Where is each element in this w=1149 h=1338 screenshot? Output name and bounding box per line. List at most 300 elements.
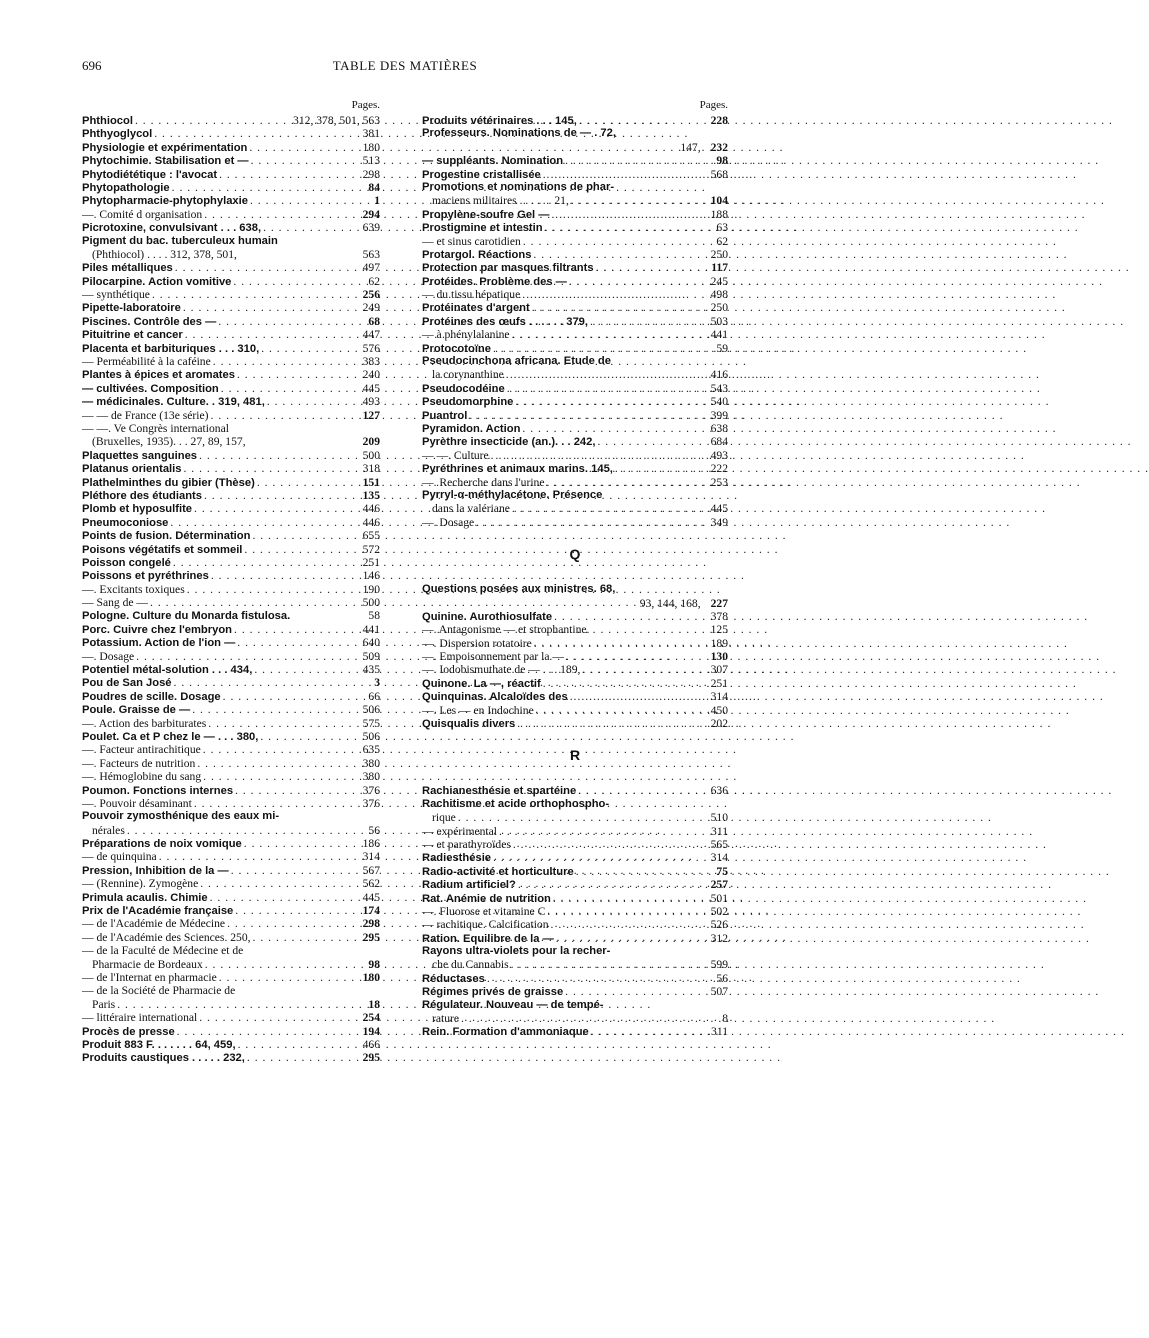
dot-leader	[257, 476, 361, 489]
entry-text: — littéraire international	[82, 1011, 198, 1025]
entry-text: Pyramidon. Action	[422, 422, 521, 435]
entry-text: Pneumoconiose	[82, 516, 169, 529]
entry-pages: 222	[710, 462, 728, 476]
entry-text: —. Dosage	[422, 515, 475, 529]
entry-text: Placenta et barbituriques . . . 310,	[82, 342, 260, 355]
index-entry	[422, 825, 728, 838]
dot-leader	[597, 435, 708, 448]
index-entry	[422, 489, 728, 502]
dot-leader	[117, 998, 366, 1011]
entry-pages: 383	[362, 355, 380, 369]
dot-leader	[263, 221, 361, 234]
index-entry	[422, 1025, 728, 1038]
index-entry	[422, 235, 728, 248]
entry-pages: 314	[710, 690, 728, 704]
pages-label: Pages.	[699, 99, 728, 111]
dot-leader	[517, 717, 708, 730]
index-entry	[422, 395, 728, 408]
entry-pages: 381	[362, 127, 380, 141]
index-entry	[422, 623, 728, 636]
dot-leader	[237, 368, 361, 381]
index-entry	[82, 1011, 380, 1024]
entry-pages: 498	[710, 288, 728, 302]
entry-text: Poumon. Fonctions internes	[82, 784, 234, 797]
index-entry	[422, 194, 728, 207]
entry-pages: 18	[368, 997, 380, 1011]
index-entry	[82, 757, 380, 770]
index-entry	[82, 342, 380, 355]
entry-pages: 640	[362, 636, 380, 650]
dot-leader	[556, 932, 709, 945]
dot-leader	[219, 971, 361, 984]
index-column-left	[82, 96, 380, 1065]
entry-text: Réductases	[422, 972, 485, 985]
entry-pages: 62	[716, 234, 728, 248]
index-entry	[82, 850, 380, 863]
page-header	[82, 58, 728, 78]
index-entry	[422, 368, 728, 381]
entry-text: —. Pouvoir désaminant	[82, 796, 192, 810]
entry-text: Poissons et pyréthrines	[82, 570, 209, 583]
entry-pages: 228	[710, 114, 728, 127]
entry-text: —. Facteurs de nutrition	[82, 756, 196, 770]
dot-leader	[173, 556, 361, 569]
index-entry	[422, 610, 728, 623]
dot-leader	[493, 342, 714, 355]
entry-text: —. Comité d organisation	[82, 207, 203, 221]
dot-leader	[152, 288, 361, 301]
index-entry	[422, 865, 728, 878]
entry-text: 93, 144, 168,	[639, 596, 701, 610]
entry-text: Propylène-soufre Gel —	[422, 208, 550, 221]
entry-text: che du Cannabis	[432, 958, 509, 972]
dot-leader	[569, 275, 709, 288]
index-entry	[422, 328, 728, 341]
index-entry	[422, 798, 728, 811]
entry-pages: 575	[362, 716, 380, 730]
index-entry	[82, 489, 380, 502]
dot-leader	[596, 261, 710, 274]
entry-text: nérales	[92, 823, 125, 837]
dot-leader	[211, 409, 361, 422]
index-entry	[422, 127, 728, 140]
index-entry	[422, 288, 728, 301]
entry-text: Physiologie et expérimentation	[82, 141, 248, 154]
index-entry	[82, 583, 380, 596]
entry-pages: 416	[710, 368, 728, 382]
entry-pages: 298	[362, 167, 380, 181]
entry-pages: 568	[710, 167, 728, 181]
index-entry	[422, 985, 728, 998]
page-number: 696	[82, 58, 102, 73]
entry-pages: 194	[362, 1024, 380, 1038]
entry-text: Produits caustiques . . . . . 232,	[82, 1052, 245, 1065]
index-entry	[82, 569, 380, 582]
entry-text: Poulet. Ca et P chez le — . . . 380,	[82, 730, 259, 743]
entry-pages: 493	[710, 448, 728, 462]
entry-text: —. Iodobismuthate de — . . . 189,	[422, 663, 581, 677]
index-entry	[422, 208, 728, 221]
entry-pages: 562	[362, 877, 380, 891]
index-entry	[82, 797, 380, 810]
index-entry	[82, 703, 380, 716]
entry-text: Produit 883 F. . . . . . . 64, 459,	[82, 1038, 236, 1051]
entry-pages: 250	[710, 301, 728, 315]
entry-text: Radiesthésie	[422, 852, 492, 865]
dot-leader	[223, 690, 367, 703]
entry-text: rique	[432, 811, 456, 825]
entry-text: Quinquinas. Alcaloïdes des	[422, 691, 568, 704]
entry-pages: 125	[710, 623, 728, 637]
dot-leader	[154, 127, 360, 140]
dot-leader	[493, 851, 709, 864]
entry-text: 147,	[680, 140, 701, 154]
entry-text: Prostigmine et intestin	[422, 222, 543, 235]
entry-text: — —. Ve Congrès international	[82, 421, 229, 435]
entry-pages: 543	[710, 381, 728, 395]
entry-pages: 66	[368, 689, 380, 703]
index-entry	[82, 998, 380, 1011]
entry-text: Rachianesthésie et spartéine	[422, 785, 577, 798]
entry-pages: 446	[362, 515, 380, 529]
entry-pages: 507	[710, 985, 728, 999]
dot-leader	[461, 1012, 720, 1025]
dot-leader	[208, 717, 360, 730]
index-entry	[82, 1051, 380, 1064]
index-entry	[82, 502, 380, 515]
dot-leader	[244, 543, 360, 556]
entry-text: — de la Faculté de Médecine et de	[82, 944, 244, 958]
entry-pages: 493	[362, 395, 380, 409]
index-entry	[82, 837, 380, 850]
entry-text: Plomb et hyposulfite	[82, 503, 193, 516]
dot-leader	[253, 931, 361, 944]
index-entry	[82, 141, 380, 154]
entry-pages: 249	[362, 301, 380, 315]
entry-text: Potentiel métal-solution . . . 434,	[82, 664, 253, 677]
entry-pages: 500	[362, 596, 380, 610]
entry-pages: 186	[362, 837, 380, 851]
entry-pages: 56	[716, 971, 728, 985]
entry-text: Puantrol	[422, 409, 468, 422]
dot-leader	[205, 958, 367, 971]
entry-text: Pou de San José	[82, 677, 172, 690]
entry-pages: 253	[710, 475, 728, 489]
dot-leader	[523, 235, 715, 248]
entry-text: — du tissu hépatique	[422, 288, 521, 302]
dot-leader	[507, 382, 709, 395]
entry-pages: 104	[710, 194, 728, 208]
entry-pages: 295	[362, 930, 380, 944]
index-entry	[82, 676, 380, 689]
entry-pages: 127	[362, 408, 380, 422]
entry-pages: 447	[362, 328, 380, 342]
dot-leader	[476, 516, 708, 529]
index-entry	[422, 181, 728, 194]
index-entry	[82, 315, 380, 328]
entry-pages: 75	[716, 864, 728, 878]
entry-text: (Phthiocol) . . . . 312, 378, 501,	[92, 247, 237, 261]
entry-text: Pituitrine et cancer	[82, 329, 183, 342]
entry-text: Primula acaulis. Chimie	[82, 891, 208, 904]
entry-text: Pyrèthre insecticide (an.). . . 242,	[422, 436, 596, 449]
entry-text: —. Fluorose et vitamine C	[422, 904, 546, 918]
entry-pages: 8	[722, 1012, 728, 1026]
dot-leader	[566, 650, 709, 663]
entry-pages: 500	[362, 448, 380, 462]
entry-pages: 58	[368, 609, 380, 623]
dot-leader	[221, 382, 361, 395]
index-entry	[422, 663, 728, 676]
entry-pages: 232	[710, 140, 728, 154]
index-entry	[422, 650, 728, 663]
entry-text: —. Antagonisme — et strophantine.	[422, 623, 590, 637]
dot-leader	[237, 636, 360, 649]
entry-text: Promotions et nominations de phar-	[422, 180, 615, 193]
entry-text: Préparations de noix vomique	[82, 838, 242, 851]
entry-pages: 84	[368, 180, 380, 194]
entry-text: Quinine. Aurothiosulfate	[422, 610, 553, 623]
index-entry	[422, 435, 728, 448]
entry-pages: 135	[362, 488, 380, 502]
entry-pages: 450	[710, 703, 728, 717]
index-entry	[82, 743, 380, 756]
entry-text: — synthétique	[82, 288, 150, 302]
entry-pages: 378	[710, 609, 728, 623]
dot-leader	[150, 596, 361, 609]
entry-text: —. Excitants toxiques	[82, 582, 185, 596]
dot-leader	[247, 1051, 361, 1064]
index-entry	[82, 368, 380, 381]
index-entry	[422, 690, 728, 703]
index-entry	[82, 864, 380, 877]
dot-leader	[197, 757, 360, 770]
entry-text: Produits vétérinaires . . . 145,	[422, 115, 577, 127]
entry-text: Pseudomorphine	[422, 396, 514, 409]
entry-text: Piscines. Contrôle des —	[82, 315, 217, 328]
entry-pages: 209	[362, 435, 380, 449]
entry-pages: 190	[362, 582, 380, 596]
index-entry	[82, 971, 380, 984]
index-entry	[82, 623, 380, 636]
index-entry	[82, 877, 380, 890]
entry-text: Phytopathologie	[82, 181, 170, 194]
dot-leader	[513, 838, 709, 851]
index-entry	[82, 609, 380, 622]
dot-leader	[203, 743, 361, 756]
entry-text: Plathelminthes du gibier (Thèse)	[82, 476, 255, 489]
entry-pages: 506	[362, 729, 380, 743]
entry-pages: 540	[710, 395, 728, 409]
index-entry	[82, 717, 380, 730]
entry-text: Rayons ultra-violets pour la recher-	[422, 945, 611, 958]
entry-pages: 146	[362, 569, 380, 583]
dot-leader	[227, 917, 361, 930]
entry-pages: 638	[710, 421, 728, 435]
index-entry	[422, 502, 728, 515]
index-entry	[82, 730, 380, 743]
entry-text: —. Empoisonnement par la —	[422, 650, 564, 664]
entry-text: —. Recherche dans l'urine	[422, 475, 545, 489]
entry-pages: 572	[362, 542, 380, 556]
index-entry	[422, 999, 728, 1012]
entry-pages: 3	[374, 676, 380, 690]
entry-pages: 446	[362, 502, 380, 516]
dot-leader	[260, 730, 360, 743]
entry-text: Protéides. Problème des —	[422, 275, 567, 288]
entry-pages: 68	[368, 314, 380, 328]
entry-pages: 180	[362, 140, 380, 154]
dot-leader	[233, 275, 366, 288]
index-entry	[82, 944, 380, 957]
dot-leader	[536, 704, 709, 717]
entry-pages: 63	[716, 221, 728, 235]
dot-leader	[234, 623, 361, 636]
dot-leader	[267, 395, 361, 408]
entry-text: Pilocarpine. Action vomitive	[82, 275, 232, 288]
entry-pages: 189	[710, 636, 728, 650]
pages-label: Pages.	[351, 99, 380, 111]
entry-text: —. Dispersion rotatoire	[422, 636, 532, 650]
dot-leader	[187, 583, 361, 596]
index-entry	[82, 221, 380, 234]
entry-text: — de l'Internat en pharmacie	[82, 971, 217, 984]
entry-pages: 376	[362, 796, 380, 810]
entry-pages: 445	[362, 890, 380, 904]
index-entry	[422, 449, 728, 462]
entry-text: Quisqualis divers	[422, 718, 516, 731]
dot-leader	[551, 918, 709, 931]
entry-text: Radio-activité et horticulture	[422, 865, 574, 878]
index-entry	[82, 422, 380, 435]
entry-pages: 506	[362, 703, 380, 717]
entry-text: Poisons végétatifs et sommeil	[82, 543, 243, 556]
dot-leader	[204, 489, 361, 502]
index-entry	[82, 958, 380, 971]
entry-text: Platanus orientalis	[82, 463, 182, 476]
entry-text: Progestine cristallisée	[422, 168, 541, 181]
dot-leader	[183, 462, 360, 475]
entry-pages: 635	[362, 743, 380, 757]
index-entry	[82, 288, 380, 301]
entry-pages: 294	[362, 207, 380, 221]
entry-pages: 1	[374, 194, 380, 208]
index-entry	[82, 168, 380, 181]
index-entry	[82, 650, 380, 663]
entry-pages: 510	[710, 811, 728, 825]
index-entry	[422, 221, 728, 234]
entry-text: Régimes privés de graisse	[422, 986, 564, 999]
dot-leader	[469, 409, 708, 422]
index-entry	[82, 904, 380, 917]
index-entry	[82, 770, 380, 783]
index-entry	[422, 248, 728, 261]
dot-leader	[251, 154, 361, 167]
entry-text: Pseudocodéine	[422, 382, 505, 395]
entry-pages: 502	[710, 904, 728, 918]
entry-pages: 380	[362, 756, 380, 770]
dot-leader	[261, 342, 360, 355]
entry-pages: 311	[711, 1025, 728, 1039]
entry-text: Phthiocol	[82, 115, 133, 127]
index-entry	[422, 315, 728, 328]
entry-text: rature	[432, 1012, 460, 1026]
index-entry	[82, 824, 380, 837]
dot-leader	[533, 248, 708, 261]
entry-pages: 151	[362, 475, 380, 489]
dot-leader	[183, 301, 361, 314]
index-entry	[422, 516, 728, 529]
dot-leader	[522, 288, 708, 301]
entry-text: Pression, Inhibition de la —	[82, 864, 229, 877]
index-entry	[422, 1012, 728, 1025]
dot-leader	[565, 985, 708, 998]
dot-leader	[582, 663, 708, 676]
entry-pages: 445	[710, 502, 728, 516]
running-title: TABLE DES MATIÈRES	[332, 58, 478, 73]
entry-pages: 441	[710, 328, 728, 342]
entry-pages: 376	[362, 783, 380, 797]
index-entry	[82, 328, 380, 341]
dot-leader	[235, 904, 360, 917]
entry-pages: 240	[362, 368, 380, 382]
entry-text: Protection par masques filtrants	[422, 262, 594, 275]
dot-leader	[591, 1025, 709, 1038]
index-entry	[422, 409, 728, 422]
entry-pages: 349	[710, 515, 728, 529]
entry-pages: 445	[362, 381, 380, 395]
index-entry	[422, 717, 728, 730]
entry-pages: 636	[710, 784, 728, 798]
dot-leader	[254, 663, 360, 676]
entry-text: Plantes à épices et aromates	[82, 369, 235, 382]
entry-pages: 298	[362, 917, 380, 931]
index-entry	[82, 690, 380, 703]
dot-leader	[203, 770, 360, 783]
entry-text: —. Hémoglobine du sang	[82, 770, 202, 784]
entry-text: — Sang de —	[82, 596, 149, 610]
dot-leader	[515, 395, 708, 408]
dot-leader	[551, 208, 708, 221]
entry-pages: 130	[710, 650, 728, 664]
dot-leader	[547, 905, 708, 918]
dot-leader	[235, 784, 361, 797]
dot-leader	[512, 328, 709, 341]
index-entry	[422, 114, 728, 127]
index-entry	[422, 637, 728, 650]
dot-leader	[244, 837, 361, 850]
entry-text: Paris	[92, 997, 116, 1011]
column-body	[422, 114, 728, 1039]
entry-text: — (Rennine). Zymogène	[82, 877, 199, 891]
index-entry	[422, 892, 728, 905]
dot-leader	[491, 449, 709, 462]
entry-text: Phytopharmacie-phytophylaxie	[82, 195, 248, 208]
entry-text: Potassium. Action de l'ion —	[82, 637, 236, 650]
index-entry	[82, 784, 380, 797]
entry-text: Porc. Cuivre chez l'embryon	[82, 623, 233, 636]
dot-leader	[532, 301, 709, 314]
entry-text: — et sinus carotidien	[422, 234, 521, 248]
dot-leader	[487, 972, 715, 985]
index-entry	[422, 945, 728, 958]
entry-pages: 314	[362, 850, 380, 864]
entry-text: — de quinquina	[82, 850, 157, 864]
dot-leader	[219, 168, 361, 181]
entry-text: Picrotoxine, convulsivant . . . 638,	[82, 222, 262, 235]
entry-text: Questions posées aux ministres. 68,	[422, 583, 616, 596]
entry-pages: 314	[710, 851, 728, 865]
